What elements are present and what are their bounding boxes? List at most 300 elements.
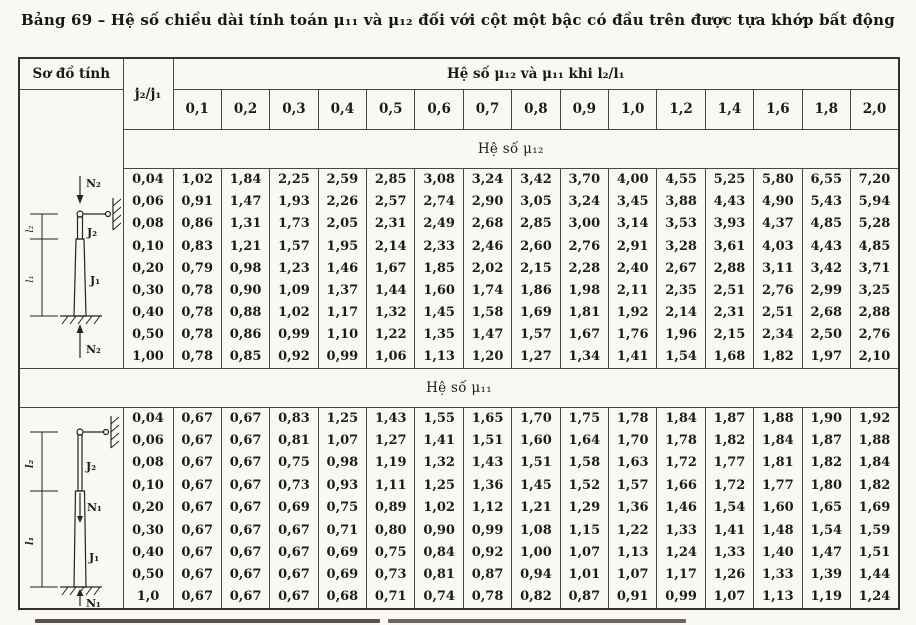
value-cell: 4,00 — [609, 169, 657, 191]
value-cell: 1,40 — [754, 541, 802, 563]
table-row — [19, 257, 899, 279]
ratio-cell: 0,10 — [123, 474, 173, 496]
value-cell: 3,00 — [560, 213, 608, 235]
value-cell: 0,92 — [463, 541, 511, 563]
value-cell: 0,69 — [318, 564, 366, 586]
value-cell: 4,37 — [754, 213, 802, 235]
value-cell: 1,84 — [657, 407, 705, 429]
column-header: 0,7 — [463, 89, 511, 129]
scan-artifact-bar — [35, 619, 380, 623]
value-cell: 3,14 — [609, 213, 657, 235]
ratio-cell: 0,40 — [123, 541, 173, 563]
value-cell: 0,81 — [415, 564, 463, 586]
table-row — [19, 497, 899, 519]
value-cell: 0,67 — [173, 519, 221, 541]
value-cell: 1,34 — [560, 346, 608, 368]
ratio-cell: 1,0 — [123, 586, 173, 609]
column-header: 0,3 — [270, 89, 318, 129]
value-cell: 1,02 — [415, 497, 463, 519]
value-cell: 0,67 — [173, 497, 221, 519]
value-cell: 1,32 — [367, 302, 415, 324]
value-cell: 2,31 — [367, 213, 415, 235]
value-cell: 0,78 — [173, 346, 221, 368]
value-cell: 2,26 — [318, 191, 366, 213]
table-row — [19, 452, 899, 474]
value-cell: 1,67 — [560, 324, 608, 346]
value-cell: 2,02 — [463, 257, 511, 279]
step-force-label: N₁ — [87, 500, 102, 514]
table-row — [19, 302, 899, 324]
ratio-cell: 1,00 — [123, 346, 173, 368]
value-cell: 3,42 — [512, 169, 560, 191]
value-cell: 0,91 — [609, 586, 657, 609]
table-row — [19, 191, 899, 213]
value-cell: 1,60 — [754, 497, 802, 519]
value-cell: 2,88 — [705, 257, 753, 279]
value-cell: 0,75 — [270, 452, 318, 474]
scheme-diagram-mu11 — [19, 407, 123, 609]
scan-artifact-bar — [388, 619, 686, 623]
value-cell: 1,37 — [318, 279, 366, 301]
value-cell: 1,84 — [850, 452, 899, 474]
value-cell: 2,76 — [754, 279, 802, 301]
value-cell: 1,24 — [657, 541, 705, 563]
value-cell: 1,12 — [463, 497, 511, 519]
value-cell: 1,65 — [802, 497, 850, 519]
value-cell: 0,94 — [512, 564, 560, 586]
value-cell: 3,61 — [705, 235, 753, 257]
value-cell: 1,59 — [850, 519, 899, 541]
value-cell: 2,67 — [657, 257, 705, 279]
value-cell: 2,28 — [560, 257, 608, 279]
value-cell: 1,82 — [705, 429, 753, 451]
value-cell: 1,39 — [802, 564, 850, 586]
value-cell: 2,15 — [512, 257, 560, 279]
value-cell: 1,46 — [318, 257, 366, 279]
value-cell: 0,78 — [463, 586, 511, 609]
value-cell: 2,10 — [850, 346, 899, 368]
value-cell: 1,13 — [754, 586, 802, 609]
value-cell: 2,74 — [415, 191, 463, 213]
value-cell: 2,40 — [609, 257, 657, 279]
value-cell: 0,85 — [221, 346, 269, 368]
value-cell: 4,43 — [802, 235, 850, 257]
value-cell: 1,97 — [802, 346, 850, 368]
value-cell: 0,67 — [270, 541, 318, 563]
value-cell: 1,24 — [850, 586, 899, 609]
value-cell: 1,67 — [367, 257, 415, 279]
value-cell: 1,29 — [560, 497, 608, 519]
ratio-cell: 0,08 — [123, 452, 173, 474]
ratio-cell: 0,04 — [123, 169, 173, 191]
upper-length-label: l₂ — [25, 459, 36, 468]
value-cell: 1,33 — [705, 541, 753, 563]
column-header: 1,6 — [754, 89, 802, 129]
value-cell: 2,68 — [802, 302, 850, 324]
value-cell: 0,89 — [367, 497, 415, 519]
value-cell: 1,08 — [512, 519, 560, 541]
value-cell: 1,60 — [512, 429, 560, 451]
value-cell: 0,67 — [270, 564, 318, 586]
value-cell: 0,67 — [221, 407, 269, 429]
value-cell: 1,57 — [512, 324, 560, 346]
lower-segment-label: J₁ — [89, 550, 100, 564]
value-cell: 1,47 — [221, 191, 269, 213]
table-row — [19, 564, 899, 586]
value-cell: 1,26 — [705, 564, 753, 586]
ratio-cell: 0,04 — [123, 407, 173, 429]
value-cell: 0,78 — [173, 302, 221, 324]
value-cell: 1,32 — [415, 452, 463, 474]
arrow-down-icon — [77, 195, 84, 204]
value-cell: 0,67 — [221, 564, 269, 586]
ratio-cell: 0,50 — [123, 564, 173, 586]
column-header: 1,4 — [705, 89, 753, 129]
value-cell: 3,53 — [657, 213, 705, 235]
value-cell: 0,99 — [270, 324, 318, 346]
table-row — [19, 235, 899, 257]
value-cell: 1,36 — [463, 474, 511, 496]
column-header: 1,8 — [802, 89, 850, 129]
value-cell: 1,07 — [705, 586, 753, 609]
value-cell: 2,15 — [705, 324, 753, 346]
value-cell: 2,59 — [318, 169, 366, 191]
table-title: Bảng 69 – Hệ số chiều dài tính toán μ₁₁ và μ₁₂ đối với cột một bậc có đầu trên được tựa khớp bất động — [21, 11, 895, 29]
value-cell: 1,52 — [560, 474, 608, 496]
bottom-force-label: N₁ — [86, 596, 101, 608]
lower-length-label: l₁ — [25, 274, 36, 283]
value-cell: 1,35 — [415, 324, 463, 346]
value-cell: 0,67 — [173, 429, 221, 451]
value-cell: 1,87 — [802, 429, 850, 451]
value-cell: 1,33 — [754, 564, 802, 586]
value-cell: 1,92 — [609, 302, 657, 324]
value-cell: 2,90 — [463, 191, 511, 213]
value-cell: 4,55 — [657, 169, 705, 191]
column-diagram-mu12-drawing — [20, 90, 123, 368]
value-cell: 1,72 — [657, 452, 705, 474]
ratio-cell: 0,20 — [123, 257, 173, 279]
value-cell: 0,90 — [415, 519, 463, 541]
value-cell: 3,42 — [802, 257, 850, 279]
ground-hatching-icon — [62, 316, 100, 324]
value-cell: 1,41 — [415, 429, 463, 451]
value-cell: 1,77 — [705, 452, 753, 474]
value-cell: 1,51 — [512, 452, 560, 474]
value-cell: 2,46 — [463, 235, 511, 257]
value-cell: 0,75 — [367, 541, 415, 563]
value-cell: 1,19 — [802, 586, 850, 609]
value-cell: 0,87 — [463, 564, 511, 586]
value-cell: 0,98 — [318, 452, 366, 474]
table-row — [19, 541, 899, 563]
value-cell: 4,85 — [802, 213, 850, 235]
value-cell: 3,11 — [754, 257, 802, 279]
span-header: Hệ số μ₁₂ và μ₁₁ khi l₂/l₁ — [173, 58, 899, 89]
value-cell: 1,33 — [657, 519, 705, 541]
value-cell: 1,58 — [463, 302, 511, 324]
value-cell: 1,95 — [318, 235, 366, 257]
value-cell: 0,67 — [173, 452, 221, 474]
arrow-up-icon — [77, 324, 84, 333]
value-cell: 2,85 — [367, 169, 415, 191]
value-cell: 0,71 — [318, 519, 366, 541]
upper-length-label: l₂ — [25, 224, 36, 233]
value-cell: 0,88 — [221, 302, 269, 324]
value-cell: 3,70 — [560, 169, 608, 191]
value-cell: 0,87 — [560, 586, 608, 609]
column-header: 0,4 — [318, 89, 366, 129]
column-header: 1,2 — [657, 89, 705, 129]
value-cell: 1,00 — [512, 541, 560, 563]
value-cell: 1,07 — [609, 564, 657, 586]
column-header: 0,5 — [367, 89, 415, 129]
value-cell: 0,67 — [221, 519, 269, 541]
value-cell: 0,99 — [657, 586, 705, 609]
value-cell: 1,22 — [367, 324, 415, 346]
value-cell: 2,34 — [754, 324, 802, 346]
value-cell: 0,82 — [512, 586, 560, 609]
value-cell: 0,78 — [173, 324, 221, 346]
value-cell: 1,88 — [850, 429, 899, 451]
value-cell: 1,87 — [705, 407, 753, 429]
value-cell: 1,75 — [560, 407, 608, 429]
value-cell: 1,65 — [463, 407, 511, 429]
value-cell: 2,25 — [270, 169, 318, 191]
value-cell: 1,15 — [560, 519, 608, 541]
value-cell: 0,98 — [221, 257, 269, 279]
ratio-cell: 0,06 — [123, 191, 173, 213]
value-cell: 2,68 — [463, 213, 511, 235]
arrow-down-icon — [77, 516, 83, 523]
value-cell: 1,51 — [850, 541, 899, 563]
value-cell: 1,21 — [221, 235, 269, 257]
table-row — [19, 519, 899, 541]
value-cell: 3,28 — [657, 235, 705, 257]
value-cell: 1,45 — [512, 474, 560, 496]
value-cell: 1,78 — [609, 407, 657, 429]
value-cell: 1,43 — [367, 407, 415, 429]
value-cell: 1,98 — [560, 279, 608, 301]
value-cell: 3,24 — [463, 169, 511, 191]
value-cell: 1,07 — [560, 541, 608, 563]
value-cell: 0,91 — [173, 191, 221, 213]
value-cell: 3,05 — [512, 191, 560, 213]
ratio-cell: 0,08 — [123, 213, 173, 235]
ratio-cell: 0,30 — [123, 519, 173, 541]
value-cell: 1,13 — [609, 541, 657, 563]
value-cell: 1,77 — [754, 474, 802, 496]
value-cell: 4,03 — [754, 235, 802, 257]
band-label-mu11: Hệ số μ₁₁ — [19, 368, 899, 407]
column-header: 0,8 — [512, 89, 560, 129]
value-cell: 2,31 — [705, 302, 753, 324]
upper-segment-label: J₂ — [87, 225, 98, 239]
value-cell: 1,69 — [512, 302, 560, 324]
band-row-mu11 — [19, 368, 899, 407]
value-cell: 1,27 — [367, 429, 415, 451]
value-cell: 3,88 — [657, 191, 705, 213]
value-cell: 1,82 — [850, 474, 899, 496]
value-cell: 0,81 — [270, 429, 318, 451]
value-cell: 0,93 — [318, 474, 366, 496]
ratio-cell: 0,40 — [123, 302, 173, 324]
value-cell: 3,08 — [415, 169, 463, 191]
table-row — [19, 279, 899, 301]
column-header: 2,0 — [850, 89, 899, 129]
top-force-label: N₂ — [86, 176, 101, 190]
column-header: 0,6 — [415, 89, 463, 129]
ratio-cell: 0,06 — [123, 429, 173, 451]
value-cell: 0,99 — [318, 346, 366, 368]
value-cell: 1,01 — [560, 564, 608, 586]
arrow-up-icon — [77, 589, 84, 596]
value-cell: 2,76 — [850, 324, 899, 346]
value-cell: 1,84 — [754, 429, 802, 451]
table-row — [19, 429, 899, 451]
value-cell: 1,81 — [560, 302, 608, 324]
upper-segment-label: J₂ — [86, 459, 97, 473]
value-cell: 6,55 — [802, 169, 850, 191]
value-cell: 1,73 — [270, 213, 318, 235]
value-cell: 0,67 — [221, 586, 269, 609]
value-cell: 1,86 — [512, 279, 560, 301]
value-cell: 1,57 — [609, 474, 657, 496]
value-cell: 0,79 — [173, 257, 221, 279]
value-cell: 0,67 — [173, 586, 221, 609]
value-cell: 1,36 — [609, 497, 657, 519]
column-header: 0,2 — [221, 89, 269, 129]
value-cell: 1,93 — [270, 191, 318, 213]
value-cell: 1,54 — [802, 519, 850, 541]
value-cell: 1,47 — [802, 541, 850, 563]
value-cell: 2,33 — [415, 235, 463, 257]
value-cell: 1,81 — [754, 452, 802, 474]
value-cell: 0,80 — [367, 519, 415, 541]
value-cell: 1,43 — [463, 452, 511, 474]
value-cell: 1,78 — [657, 429, 705, 451]
value-cell: 1,45 — [415, 302, 463, 324]
value-cell: 0,74 — [415, 586, 463, 609]
value-cell: 1,74 — [463, 279, 511, 301]
value-cell: 3,71 — [850, 257, 899, 279]
ratio-column-header: j₂/j₁ — [123, 58, 173, 129]
value-cell: 1,06 — [367, 346, 415, 368]
value-cell: 1,82 — [754, 346, 802, 368]
value-cell: 2,99 — [802, 279, 850, 301]
value-cell: 3,25 — [850, 279, 899, 301]
ratio-cell: 0,20 — [123, 497, 173, 519]
band-label-mu12: Hệ số μ₁₂ — [123, 129, 899, 168]
value-cell: 5,43 — [802, 191, 850, 213]
value-cell: 0,75 — [318, 497, 366, 519]
value-cell: 2,91 — [609, 235, 657, 257]
ratio-cell: 0,50 — [123, 324, 173, 346]
value-cell: 0,67 — [221, 429, 269, 451]
value-cell: 1,27 — [512, 346, 560, 368]
ratio-cell: 0,30 — [123, 279, 173, 301]
value-cell: 3,93 — [705, 213, 753, 235]
value-cell: 1,96 — [657, 324, 705, 346]
value-cell: 1,63 — [609, 452, 657, 474]
value-cell: 1,82 — [802, 452, 850, 474]
table-row — [19, 474, 899, 496]
value-cell: 1,09 — [270, 279, 318, 301]
value-cell: 0,90 — [221, 279, 269, 301]
table-row — [19, 346, 899, 368]
column-header: 0,9 — [560, 89, 608, 129]
value-cell: 1,54 — [657, 346, 705, 368]
value-cell: 1,17 — [657, 564, 705, 586]
value-cell: 0,69 — [270, 497, 318, 519]
value-cell: 1,70 — [512, 407, 560, 429]
value-cell: 1,54 — [705, 497, 753, 519]
value-cell: 0,67 — [173, 474, 221, 496]
value-cell: 0,71 — [367, 586, 415, 609]
value-cell: 0,67 — [173, 564, 221, 586]
value-cell: 2,51 — [754, 302, 802, 324]
wall-hatching-icon — [111, 417, 119, 448]
value-cell: 1,22 — [609, 519, 657, 541]
value-cell: 1,41 — [705, 519, 753, 541]
value-cell: 0,99 — [463, 519, 511, 541]
value-cell: 2,76 — [560, 235, 608, 257]
value-cell: 1,58 — [560, 452, 608, 474]
header-row-1 — [19, 58, 899, 89]
value-cell: 1,92 — [850, 407, 899, 429]
value-cell: 2,14 — [367, 235, 415, 257]
value-cell: 1,17 — [318, 302, 366, 324]
value-cell: 1,10 — [318, 324, 366, 346]
band-row-mu12 — [19, 129, 899, 168]
value-cell: 1,02 — [270, 302, 318, 324]
value-cell: 1,20 — [463, 346, 511, 368]
value-cell: 1,02 — [173, 169, 221, 191]
value-cell: 2,85 — [512, 213, 560, 235]
value-cell: 1,23 — [270, 257, 318, 279]
value-cell: 2,35 — [657, 279, 705, 301]
value-cell: 0,78 — [173, 279, 221, 301]
wall-hatching-icon — [113, 199, 121, 230]
value-cell: 1,44 — [367, 279, 415, 301]
table-row — [19, 213, 899, 235]
value-cell: 1,64 — [560, 429, 608, 451]
value-cell: 7,20 — [850, 169, 899, 191]
value-cell: 3,45 — [609, 191, 657, 213]
value-cell: 1,07 — [318, 429, 366, 451]
value-cell: 0,68 — [318, 586, 366, 609]
value-cell: 2,14 — [657, 302, 705, 324]
coefficient-table — [18, 57, 900, 610]
value-cell: 2,05 — [318, 213, 366, 235]
value-cell: 1,68 — [705, 346, 753, 368]
lower-segment-label: J₁ — [90, 273, 101, 287]
value-cell: 2,50 — [802, 324, 850, 346]
value-cell: 0,67 — [270, 519, 318, 541]
value-cell: 1,69 — [850, 497, 899, 519]
value-cell: 2,49 — [415, 213, 463, 235]
value-cell: 1,84 — [221, 169, 269, 191]
value-cell: 1,66 — [657, 474, 705, 496]
value-cell: 0,69 — [318, 541, 366, 563]
value-cell: 2,60 — [512, 235, 560, 257]
value-cell: 1,48 — [754, 519, 802, 541]
value-cell: 2,51 — [705, 279, 753, 301]
value-cell: 1,70 — [609, 429, 657, 451]
scheme-diagram-mu12 — [19, 89, 123, 368]
value-cell: 5,80 — [754, 169, 802, 191]
value-cell: 4,85 — [850, 235, 899, 257]
